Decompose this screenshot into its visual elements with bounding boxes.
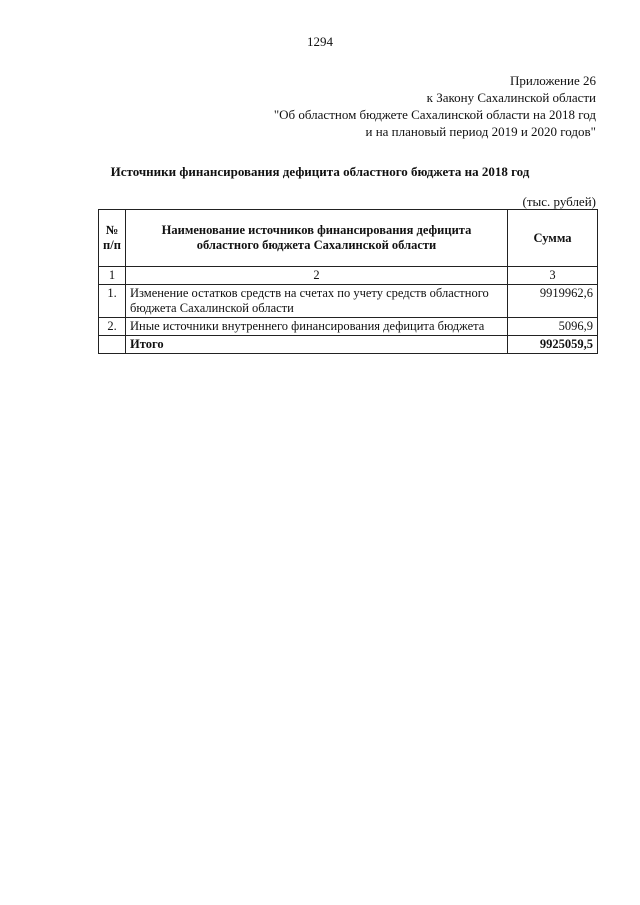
column-number-2: 2: [126, 267, 508, 285]
financing-sources-table: [98, 209, 598, 354]
table-header-row: [99, 210, 598, 267]
row-name: Изменение остатков средств на счетах по учету средств областного бюджета Сахалинской области: [126, 285, 508, 318]
column-numbers-row: [99, 267, 598, 285]
row-sum: 9919962,6: [508, 285, 598, 318]
column-number-1: 1: [99, 267, 126, 285]
row-name: Иные источники внутреннего финансирования дефицита бюджета: [126, 318, 508, 336]
row-number: 2.: [99, 318, 126, 336]
total-number-cell: [99, 336, 126, 354]
total-sum: 9925059,5: [508, 336, 598, 354]
document-title: Источники финансирования дефицита областного бюджета на 2018 год: [110, 164, 530, 179]
appendix-line-2: к Закону Сахалинской области: [426, 90, 596, 105]
table-row: [99, 318, 598, 336]
appendix-header: [274, 72, 596, 140]
header-number: № п/п: [99, 210, 126, 267]
appendix-line-1: Приложение 26: [509, 73, 596, 88]
total-label: Итого: [126, 336, 508, 354]
column-number-3: 3: [508, 267, 598, 285]
row-sum: 5096,9: [508, 318, 598, 336]
page-number: 1294: [307, 34, 333, 49]
total-row: [99, 336, 598, 354]
units-label: (тыс. рублей): [522, 194, 596, 209]
header-name: Наименование источников финансирования дефицита областного бюджета Сахалинской области: [126, 210, 508, 267]
header-sum: Сумма: [508, 210, 598, 267]
table-row: [99, 285, 598, 318]
appendix-line-4: и на плановый период 2019 и 2020 годов": [365, 124, 596, 139]
appendix-line-3: "Об областном бюджете Сахалинской области на 2018 год: [273, 107, 596, 122]
row-number: 1.: [99, 285, 126, 318]
